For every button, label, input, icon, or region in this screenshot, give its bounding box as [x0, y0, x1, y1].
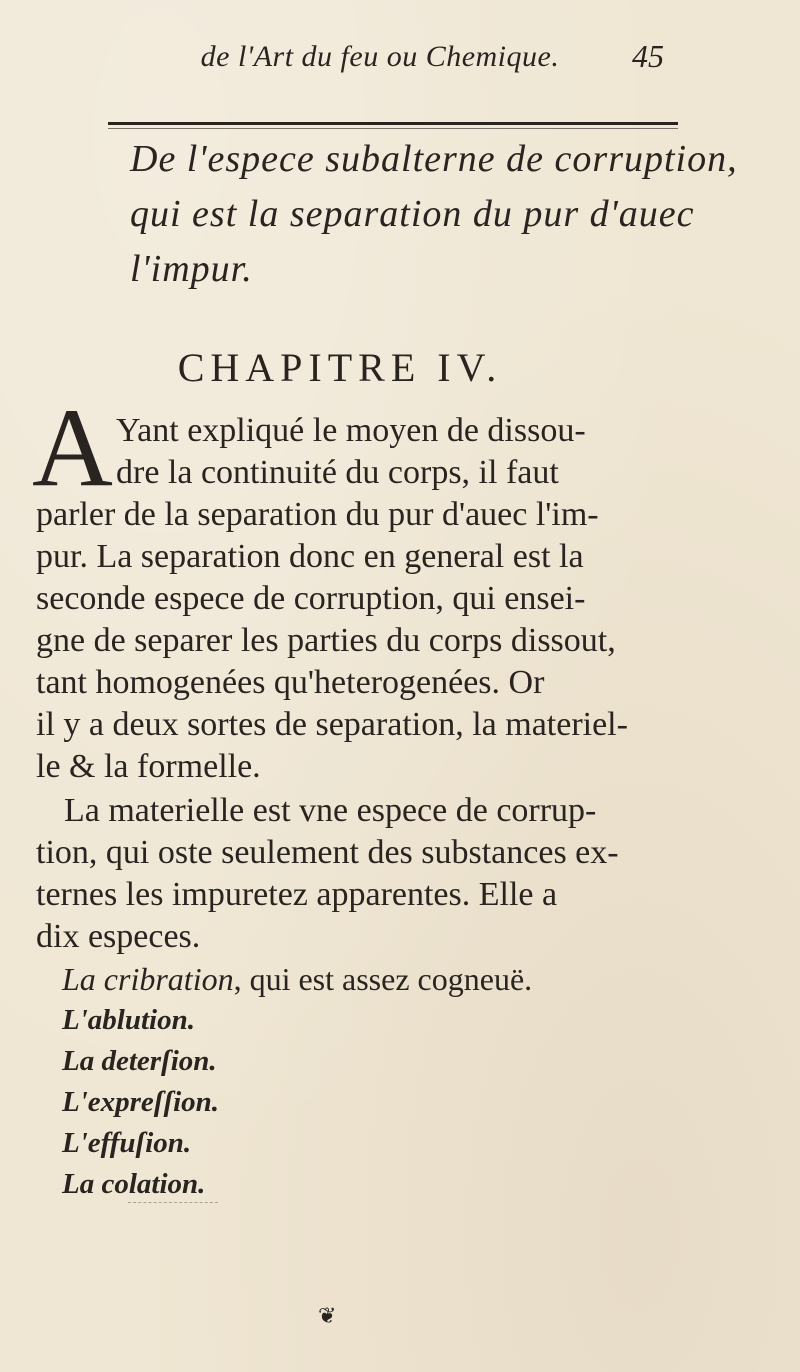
text-line: dix especes.	[36, 918, 201, 955]
page-number: 45	[632, 38, 664, 74]
text-line: seconde espece de corruption, qui ensei-	[36, 580, 586, 617]
text-line: parler de la separation du pur d'auec l'im-	[36, 496, 599, 533]
text-line: le & la formelle.	[36, 748, 261, 785]
paragraph-2	[36, 790, 686, 958]
paragraph-1	[36, 410, 686, 788]
list-term-rest: , qui est assez cogneuë.	[233, 961, 533, 997]
section-title	[130, 132, 738, 297]
text-line: gne de separer les parties du corps dissout,	[36, 622, 616, 659]
text-line: Yant expliqué le moyen de dissou-	[116, 412, 586, 449]
title-line-3: l'impur.	[130, 248, 253, 290]
species-list	[62, 958, 702, 1204]
header-rule	[108, 122, 678, 125]
chapter-heading: CHAPITRE IV.	[177, 345, 503, 390]
list-term: La cribration	[62, 961, 234, 997]
list-item: La deterſion.	[62, 1045, 217, 1077]
drop-cap: A	[32, 386, 113, 510]
list-item: L'effuſion.	[62, 1127, 192, 1159]
list-item	[62, 958, 702, 999]
text-line: La materielle est vne espece de corrup-	[64, 792, 597, 829]
title-line-1: De l'espece subalterne de corruption,	[130, 138, 738, 180]
running-head: de l'Art du feu ou Chemique.	[200, 40, 560, 73]
list-item: L'expreſſion.	[62, 1086, 220, 1118]
title-line-2: qui est la separation du pur d'auec	[130, 193, 695, 235]
faint-dash-rule	[128, 1202, 218, 1203]
text-line: ternes les impuretez apparentes. Elle a	[36, 876, 558, 913]
text-line: il y a deux sortes de separation, la materiel-	[36, 706, 628, 743]
text-line: pur. La separation donc en general est la	[36, 538, 584, 575]
list-item: La colation.	[62, 1168, 206, 1200]
text-line: dre la continuité du corps, il faut	[116, 454, 559, 491]
ornament-icon: ❦	[318, 1304, 337, 1329]
text-line: tion, qui oste seulement des substances ex-	[36, 834, 619, 871]
text-line: tant homogenées qu'heterogenées. Or	[36, 664, 545, 701]
list-item: L'ablution.	[62, 1004, 195, 1036]
